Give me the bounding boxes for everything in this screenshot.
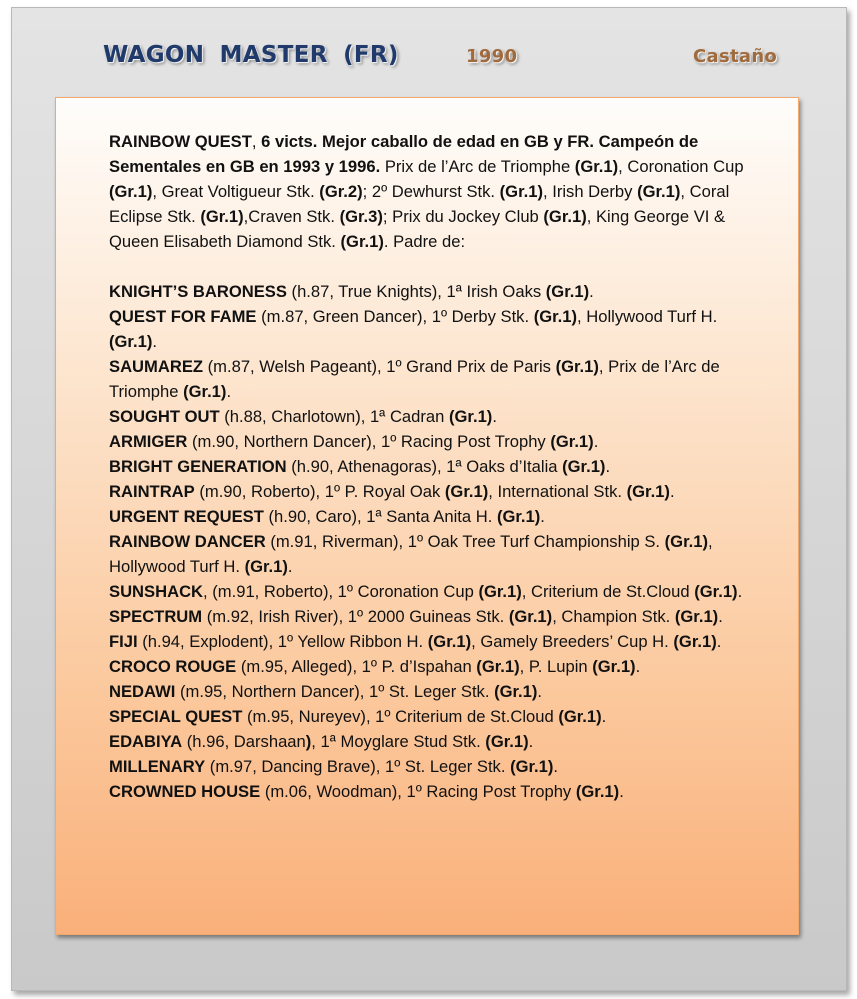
- progeny-item: CROWNED HOUSE (m.06, Woodman), 1º Racing Post Trophy (Gr.1).: [109, 782, 624, 801]
- progeny-item: CROCO ROUGE (m.95, Alleged), 1º P. d’Ispahan (Gr.1), P. Lupin (Gr.1).: [109, 657, 641, 676]
- progeny-item: SPECTRUM (m.92, Irish River), 1º 2000 Guineas Stk. (Gr.1), Champion Stk. (Gr.1).: [109, 607, 723, 626]
- progeny-name: QUEST FOR FAME: [109, 307, 257, 326]
- coat-color: Castaño: [693, 46, 778, 67]
- pedigree-content: [109, 129, 769, 804]
- grade-label: (Gr.1): [673, 632, 717, 651]
- progeny-name: FIJI: [109, 632, 138, 651]
- grade-label: (Gr.1): [448, 407, 493, 426]
- grade-label: (Gr.1): [694, 582, 738, 601]
- progeny-item: SAUMAREZ (m.87, Welsh Pageant), 1º Grand Prix de Paris (Gr.1), Prix de l’Arc de Triomphe (Gr.1).: [109, 357, 720, 401]
- progeny-name: CROCO ROUGE: [109, 657, 237, 676]
- birth-year: 1990: [466, 46, 518, 67]
- grade-label: (Gr.1): [510, 757, 554, 776]
- grade-label: (Gr.1): [485, 732, 529, 751]
- progeny-item: SUNSHACK, (m.91, Roberto), 1º Coronation Cup (Gr.1), Criterium de St.Cloud (Gr.1).: [109, 582, 743, 601]
- progeny-name: URGENT REQUEST: [109, 507, 264, 526]
- progeny-name: RAINBOW DANCER: [109, 532, 266, 551]
- progeny-name: ARMIGER: [109, 432, 188, 451]
- progeny-item: URGENT REQUEST (h.90, Caro), 1ª Santa Anita H. (Gr.1).: [109, 507, 545, 526]
- progeny-item: RAINBOW DANCER (m.91, Riverman), 1º Oak Tree Turf Championship S. (Gr.1), Hollywood Turf H. (Gr.1).: [109, 532, 713, 576]
- progeny-name: BRIGHT GENERATION: [109, 457, 287, 476]
- sire-name: RAINBOW QUEST: [109, 132, 252, 151]
- progeny-item: MILLENARY (m.97, Dancing Brave), 1º St. Leger Stk. (Gr.1).: [109, 757, 559, 776]
- grade-label: (Gr.1): [664, 532, 708, 551]
- progeny-item: RAINTRAP (m.90, Roberto), 1º P. Royal Oak (Gr.1), International Stk. (Gr.1).: [109, 482, 675, 501]
- progeny-name: CROWNED HOUSE: [109, 782, 261, 801]
- progeny-item: EDABIYA (h.96, Darshaan), 1ª Moyglare Stud Stk. (Gr.1).: [109, 732, 534, 751]
- progeny-item: FIJI (h.94, Explodent), 1º Yellow Ribbon H. (Gr.1), Gamely Breeders’ Cup H. (Gr.1).: [109, 632, 722, 651]
- progeny-name: SUNSHACK: [109, 582, 204, 601]
- grade-label: (Gr.1): [545, 282, 590, 301]
- progeny-name: SPECTRUM: [109, 607, 203, 626]
- grade-label: (Gr.1): [478, 582, 522, 601]
- grade-label: (Gr.1): [674, 607, 719, 626]
- grade-label: (Gr.1): [494, 682, 538, 701]
- progeny-item: ARMIGER (m.90, Northern Dancer), 1º Racing Post Trophy (Gr.1).: [109, 432, 599, 451]
- sire-paragraph: RAINBOW QUEST, 6 victs. Mejor caballo de edad en GB y FR. Campeón de Sementales en GB en 1993 y 1996. Prix de l’Arc de Triomphe (Gr.1), Coronation Cup (Gr.1), Great Voltigueur Stk. (Gr.2); 2º Dewhurst Stk. (Gr.1), Irish Derby (Gr.1), Coral Eclipse Stk. (Gr.1),Craven Stk. (Gr.3); Prix du Jockey Club (Gr.1), King George VI & Queen Elisabeth Diamond Stk. (Gr.1). Padre de:: [109, 132, 744, 251]
- progeny-list: [109, 279, 769, 804]
- progeny-name: MILLENARY: [109, 757, 206, 776]
- progeny-item: QUEST FOR FAME (m.87, Green Dancer), 1º Derby Stk. (Gr.1), Hollywood Turf H. (Gr.1).: [109, 307, 718, 351]
- grade-label: (Gr.1): [427, 632, 472, 651]
- grade-label: (Gr.1): [496, 507, 541, 526]
- progeny-item: NEDAWI (m.95, Northern Dancer), 1º St. Leger Stk. (Gr.1).: [109, 682, 543, 701]
- grade-label: (Gr.1): [183, 382, 227, 401]
- grade-label: (Gr.1): [562, 457, 606, 476]
- progeny-name: KNIGHT’S BARONESS: [109, 282, 287, 301]
- grade-label: (Gr.1): [533, 307, 578, 326]
- grade-label: (Gr.1): [592, 657, 636, 676]
- progeny-name: SPECIAL QUEST: [109, 707, 243, 726]
- horse-name: WAGON MASTER (FR): [103, 42, 399, 68]
- progeny-item: KNIGHT’S BARONESS (h.87, True Knights), 1ª Irish Oaks (Gr.1).: [109, 282, 594, 301]
- grade-label: (Gr.1): [575, 782, 620, 801]
- grade-label: (Gr.1): [626, 482, 670, 501]
- progeny-name: EDABIYA: [109, 732, 183, 751]
- progeny-item: BRIGHT GENERATION (h.90, Athenagoras), 1ª Oaks d’Italia (Gr.1).: [109, 457, 611, 476]
- progeny-name: SOUGHT OUT: [109, 407, 220, 426]
- grade-label: (Gr.1): [476, 657, 520, 676]
- grade-label: (Gr.1): [109, 332, 153, 351]
- progeny-item: SPECIAL QUEST (m.95, Nureyev), 1º Criterium de St.Cloud (Gr.1).: [109, 707, 607, 726]
- grade-label: (Gr.1): [244, 557, 288, 576]
- grade-label: (Gr.1): [558, 707, 602, 726]
- spacer: [109, 254, 769, 279]
- progeny-name: NEDAWI: [109, 682, 176, 701]
- grade-label: (Gr.1): [444, 482, 489, 501]
- progeny-name: RAINTRAP: [109, 482, 195, 501]
- grade-label: (Gr.1): [508, 607, 553, 626]
- progeny-name: SAUMAREZ: [109, 357, 204, 376]
- grade-label: (Gr.1): [555, 357, 599, 376]
- progeny-item: SOUGHT OUT (h.88, Charlotown), 1ª Cadran (Gr.1).: [109, 407, 497, 426]
- grade-label: (Gr.1): [550, 432, 594, 451]
